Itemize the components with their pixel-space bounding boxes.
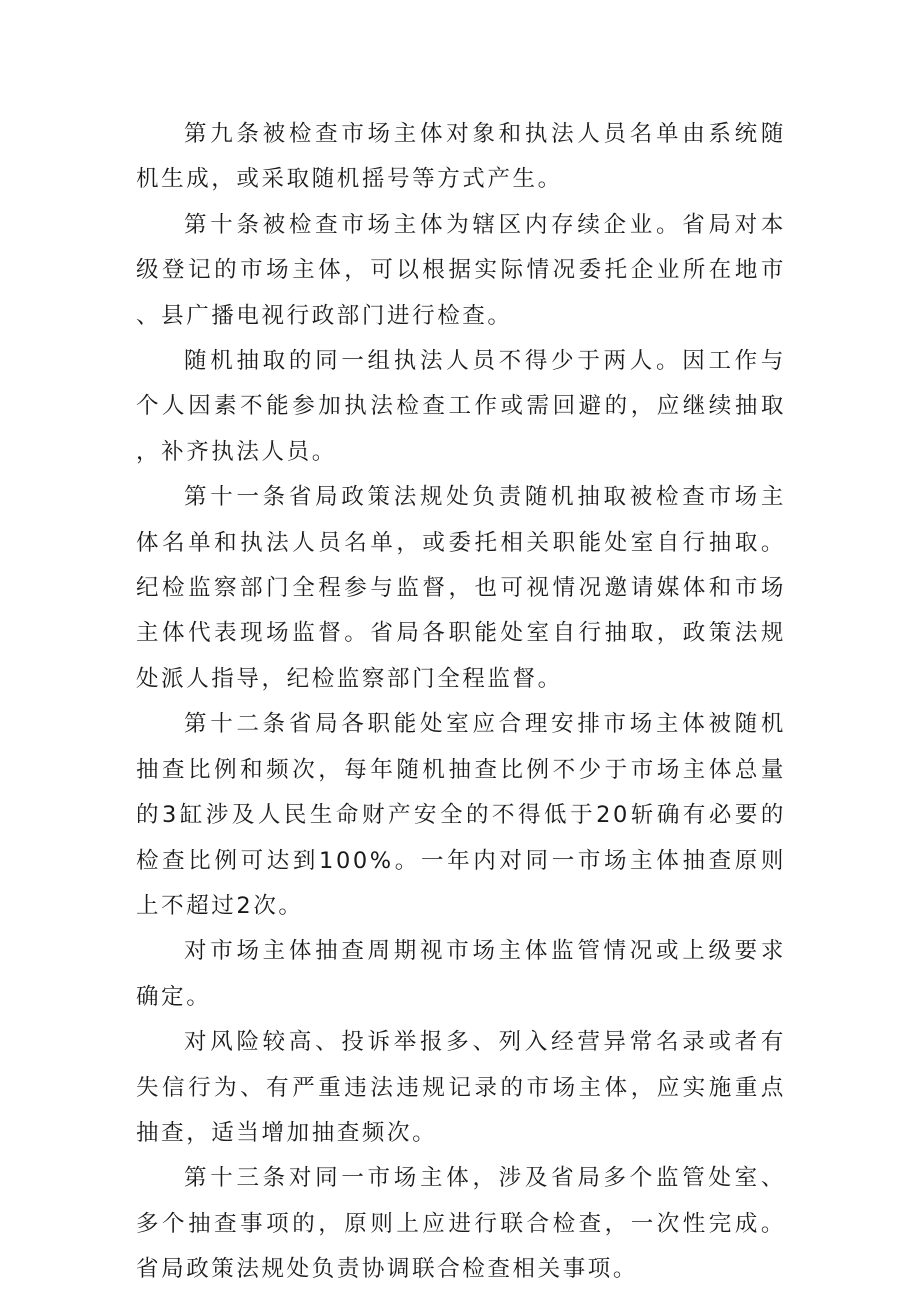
- article-9-paragraph: 第九条被检查市场主体对象和执法人员名单由系统随机生成，或采取随机摇号等方式产生。: [136, 121, 786, 193]
- article-11-paragraph: 第十一条省局政策法规处负责随机抽取被检查市场主体名单和执法人员名单，或委托相关职能处室自行抽取。纪检监察部门全程参与监督，也可视情况邀请媒体和市场主体代表现场监督。省局各职能处室自行抽取，政策法规处派人指导，纪检监察部门全程监督。: [136, 484, 786, 692]
- article-13-paragraph: 第十三条对同一市场主体，涉及省局多个监管处室、多个抽查事项的，原则上应进行联合检查，一次性完成。省局政策法规处负责协调联合检查相关事项。: [136, 1165, 786, 1283]
- article-10-paragraph: 第十条被检查市场主体为辖区内存续企业。省局对本级登记的市场主体，可以根据实际情况委托企业所在地市、县广播电视行政部门进行检查。: [136, 211, 786, 329]
- document-body: [136, 112, 786, 1293]
- article-12-paragraph: 第十二条省局各职能处室应合理安排市场主体被随机抽查比例和频次，每年随机抽查比例不少于市场主体总量的3缸涉及人民生命财产安全的不得低于20斩确有必要的检查比例可达到100%。一年内对同一市场主体抽查原则上不超过2次。: [136, 711, 786, 919]
- key-inspection-paragraph: 对风险较高、投诉举报多、列入经营异常名录或者有失信行为、有严重违法违规记录的市场主体，应实施重点抽查，适当增加抽查频次。: [136, 1029, 786, 1146]
- inspector-selection-paragraph: 随机抽取的同一组执法人员不得少于两人。因工作与个人因素不能参加执法检查工作或需回避的，应继续抽取，补齐执法人员。: [136, 348, 786, 465]
- inspection-cycle-paragraph: 对市场主体抽查周期视市场主体监管情况或上级要求确定。: [136, 938, 786, 1010]
